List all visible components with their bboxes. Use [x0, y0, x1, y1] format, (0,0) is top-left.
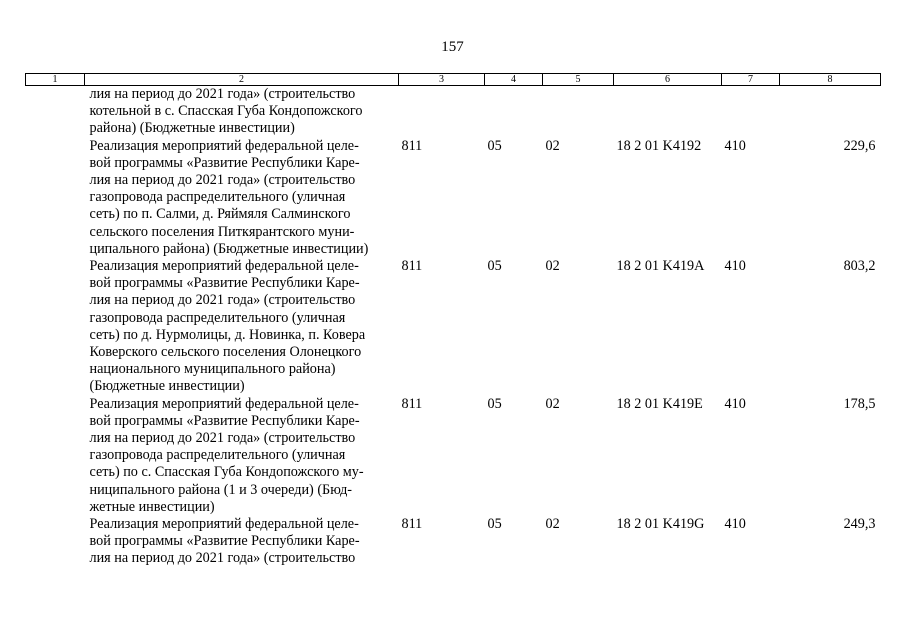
- row-ministry: 811: [401, 516, 423, 533]
- row-subsection: 02: [545, 516, 560, 533]
- row-amount: 178,5: [843, 395, 876, 412]
- row-name: Реализация мероприятий федеральной целе- вой программы «Развитие Республики Каре- лия на период до 2021 года» (строительство газопровода распределительного (уличная сеть) по с. Спасская Губа Кондопожского му- ниципального района (1 и 3 очереди) (Бюд- жетные инвестиции): [89, 395, 364, 515]
- row-ministry: 811: [401, 258, 423, 275]
- header-row: [26, 74, 881, 86]
- header-col-5: 5: [543, 74, 614, 86]
- header-col-2: 2: [85, 74, 399, 86]
- row-amount: 803,2: [843, 258, 876, 275]
- row-subsection: 02: [545, 395, 560, 412]
- table-row: [26, 516, 881, 568]
- row-name: Реализация мероприятий федеральной целе- вой программы «Развитие Республики Каре- лия на период до 2021 года» (строительство газопровода распределительного (уличная сеть) по п. Салми, д. Ряймяля Салминского сельского поселения Питкярантского муни- ципального района) (Бюджетные инвестиции): [89, 137, 369, 257]
- row-amount: 229,6: [843, 137, 876, 154]
- page-number: 157: [441, 39, 464, 55]
- header-col-3: 3: [399, 74, 485, 86]
- row-expense-type: 410: [724, 516, 746, 533]
- budget-table: [25, 73, 881, 568]
- row-expense-type: 410: [724, 258, 746, 275]
- row-name: Реализация мероприятий федеральной целе- вой программы «Развитие Республики Каре- лия на период до 2021 года» (строительство газопровода распределительного (уличная сеть) по д. Нурмолицы, д. Новинка, п. Ковера Коверского сельского поселения Олонецкого национального муниципального района) (Бюджетные инвестиции): [89, 258, 366, 395]
- row-subsection: 02: [545, 258, 560, 275]
- table-row: [26, 86, 881, 138]
- table-row: [26, 138, 881, 258]
- header-col-7: 7: [722, 74, 780, 86]
- table-row: [26, 396, 881, 516]
- row-name: Реализация мероприятий федеральной целе- вой программы «Развитие Республики Каре- лия на период до 2021 года» (строительство: [89, 516, 360, 567]
- row-ministry: 811: [401, 137, 423, 154]
- row-expense-type: 410: [724, 137, 746, 154]
- row-section: 05: [487, 137, 502, 154]
- row-section: 05: [487, 516, 502, 533]
- header-col-8: 8: [780, 74, 881, 86]
- row-target: 18 2 01 K4192: [616, 137, 702, 154]
- row-name: лия на период до 2021 года» (строительство котельной в с. Спасская Губа Кондопожского района) (Бюджетные инвестиции): [89, 86, 363, 137]
- row-subsection: 02: [545, 137, 560, 154]
- row-target: 18 2 01 K419A: [616, 258, 705, 275]
- row-section: 05: [487, 258, 502, 275]
- row-section: 05: [487, 395, 502, 412]
- header-col-1: 1: [26, 74, 85, 86]
- table-row: [26, 258, 881, 396]
- row-target: 18 2 01 K419G: [616, 516, 705, 533]
- table-body: [26, 86, 881, 568]
- row-amount: 249,3: [843, 516, 876, 533]
- header-col-4: 4: [485, 74, 543, 86]
- table-header: [26, 74, 881, 86]
- row-ministry: 811: [401, 395, 423, 412]
- row-target: 18 2 01 K419E: [616, 395, 703, 412]
- row-expense-type: 410: [724, 395, 746, 412]
- header-col-6: 6: [614, 74, 722, 86]
